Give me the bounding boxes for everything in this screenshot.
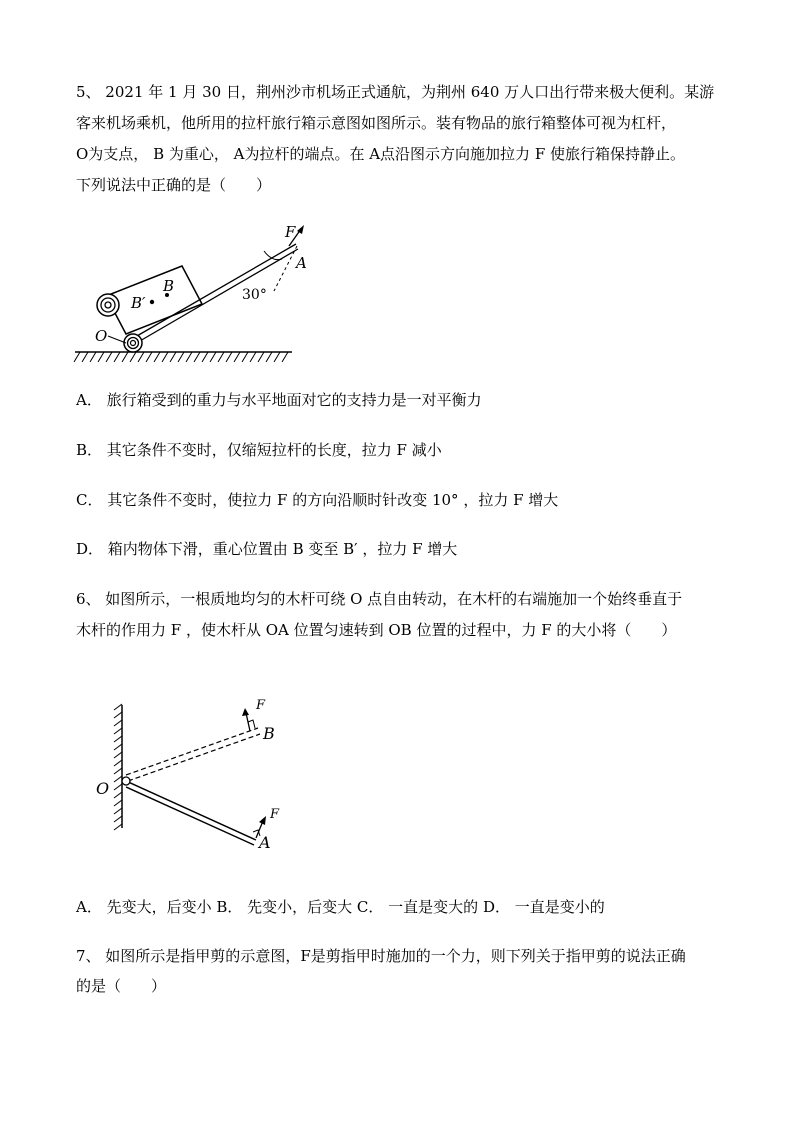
label-angle: 30° [242,287,267,303]
q5-line-3: O为支点， B 为重心， A为拉杆的端点。在 A点沿图示方向施加拉力 F 使旅行箱保持静止。 [76,145,686,163]
q6-line-1: 6、 如图所示，一根质地均匀的木杆可绕 O 点自由转动，在木杆的右端施加一个始终垂直于 [76,590,683,608]
q5-option-d: D． 箱内物体下滑，重心位置由 B 变至 B′ ，拉力 F 增大 [76,540,458,558]
label-f-a: F [270,807,280,822]
label-f: F [285,223,296,241]
label-b: B [163,277,175,295]
q5-line-2: 客来机场乘机，他所用的拉杆旅行箱示意图如图所示。装有物品的旅行箱整体可视为杠杆， [76,114,677,132]
q7-line-1: 7、 如图所示是指甲剪的示意图，F是剪指甲时施加的一个力，则下列关于指甲剪的说法正确 [76,947,686,965]
label-o: O [95,327,108,345]
q6-lever-figure [90,688,290,858]
label-a: A [296,254,307,272]
label-b: B [263,724,275,743]
q6-line-2: 木杆的作用力 F ，使木杆从 OA 位置匀速转到 OB 位置的过程中，力 F 的大小将（ ） [76,621,677,639]
q5-option-b: B． 其它条件不变时，仅缩短拉杆的长度，拉力 F 减小 [76,441,442,459]
q5-suitcase-figure [70,218,307,368]
q5-line-4: 下列说法中正确的是（ ） [76,176,272,194]
q5-option-a: A． 旅行箱受到的重力与水平地面对它的支持力是一对平衡力 [76,391,482,409]
q5-option-c: C． 其它条件不变时，使拉力 F 的方向沿顺时针改变 10° ，拉力 F 增大 [76,491,559,509]
point-b-prime [150,300,154,304]
q6-options: A． 先变大，后变小 B． 先变小，后变大 C． 一直是变大的 D． 一直是变小的 [76,898,605,916]
label-b-prime: B′ [131,294,146,312]
label-f-b: F [256,698,266,713]
label-a: A [259,833,271,852]
q7-line-2: 的是（ ） [76,977,167,995]
label-o: O [96,779,110,798]
q5-line-1: 5、 2021 年 1 月 30 日，荆州沙市机场正式通航，为荆州 640 万人口出行带来极大便利。某游 [76,83,715,101]
